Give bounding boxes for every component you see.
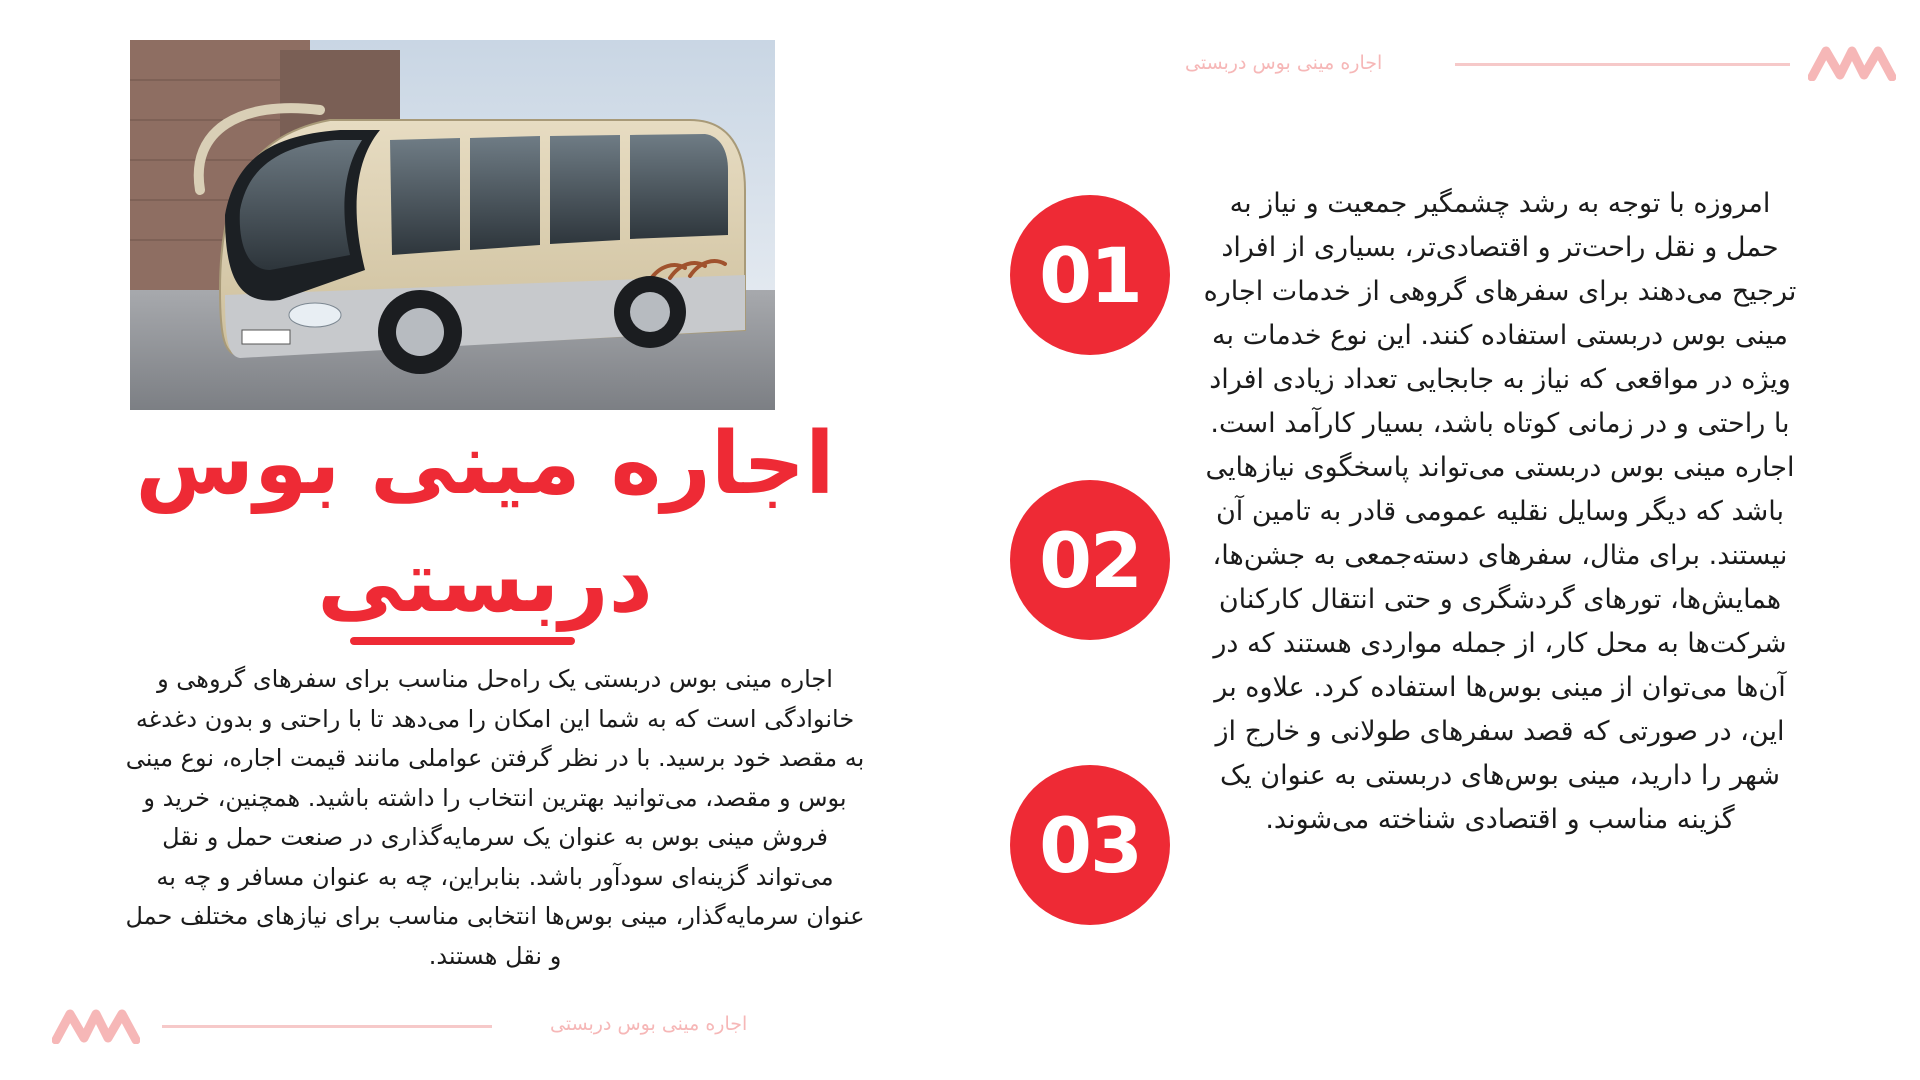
right-paragraph: امروزه با توجه به رشد چشمگیر جمعیت و نیاز به حمل و نقل راحت‌تر و اقتصادی‌تر، بسیاری از افراد ترجیح می‌دهند برای سفرهای گروهی از خدمات اجاره مینی بوس دربستی استفاده کنند. این نوع خدمات به ویژه در مواقعی که نیاز به جابجایی تعداد زیادی افراد با راحتی و در زمانی کوتاه باشد، بسیار کارآمد است. اجاره مینی بوس دربستی می‌تواند پاسخگوی نیازهایی باشد که دیگر وسایل نقلیه عمومی قادر به تامین آن نیستند. برای مثال، سفرهای دسته‌جمعی به جشن‌ها، همایش‌ها، تورهای گردشگری و حتی انتقال کارکنان شرکت‌ها به محل کار، از جمله مواردی هستند که در آن‌ها می‌توان از مینی بوس‌ها استفاده کرد. علاوه بر این، در صورتی که قصد سفرهای طولانی و خارج از شهر را دارید، مینی بوس‌های دربستی به عنوان یک گزینه مناسب و اقتصادی شناخته می‌شوند. [1203, 188, 1797, 835]
header-brand-text: اجاره مینی بوس دربستی [1185, 52, 1383, 74]
page-title [120, 405, 850, 641]
left-paragraph: اجاره مینی بوس دربستی یک راه‌حل مناسب برای سفرهای گروهی و خانوادگی است که به شما این امکان را می‌دهد تا با راحتی و بدون دغدغه به مقصد خود برسید. با در نظر گرفتن عواملی مانند قیمت اجاره، نوع مینی بوس و مقصد، می‌توانید بهترین انتخاب را داشته باشید. همچنین، خرید و فروش مینی بوس به عنوان یک سرمایه‌گذاری در صنعت حمل و نقل می‌تواند گزینه‌ای سودآور باشد. بنابراین، چه به عنوان مسافر و چه به عنوان سرمایه‌گذار، مینی بوس‌ها انتخابی مناسب برای نیازهای مختلف حمل و نقل هستند. [125, 665, 865, 970]
number-badge-01: 01 [1010, 195, 1170, 355]
footer-rule [162, 1025, 492, 1028]
zigzag-logo-icon [52, 1008, 140, 1044]
header-rule [1455, 63, 1790, 66]
footer-brand-text: اجاره مینی بوس دربستی [550, 1013, 748, 1035]
number-badge-02: 02 [1010, 480, 1170, 640]
page-title-line-1: اجاره مینی بوس [135, 414, 835, 514]
page-title-line-2: دربستی [317, 532, 653, 632]
minibus-photo [130, 40, 775, 410]
number-badge-03: 03 [1010, 765, 1170, 925]
title-underline [350, 637, 575, 645]
zigzag-logo-icon [1808, 45, 1896, 81]
